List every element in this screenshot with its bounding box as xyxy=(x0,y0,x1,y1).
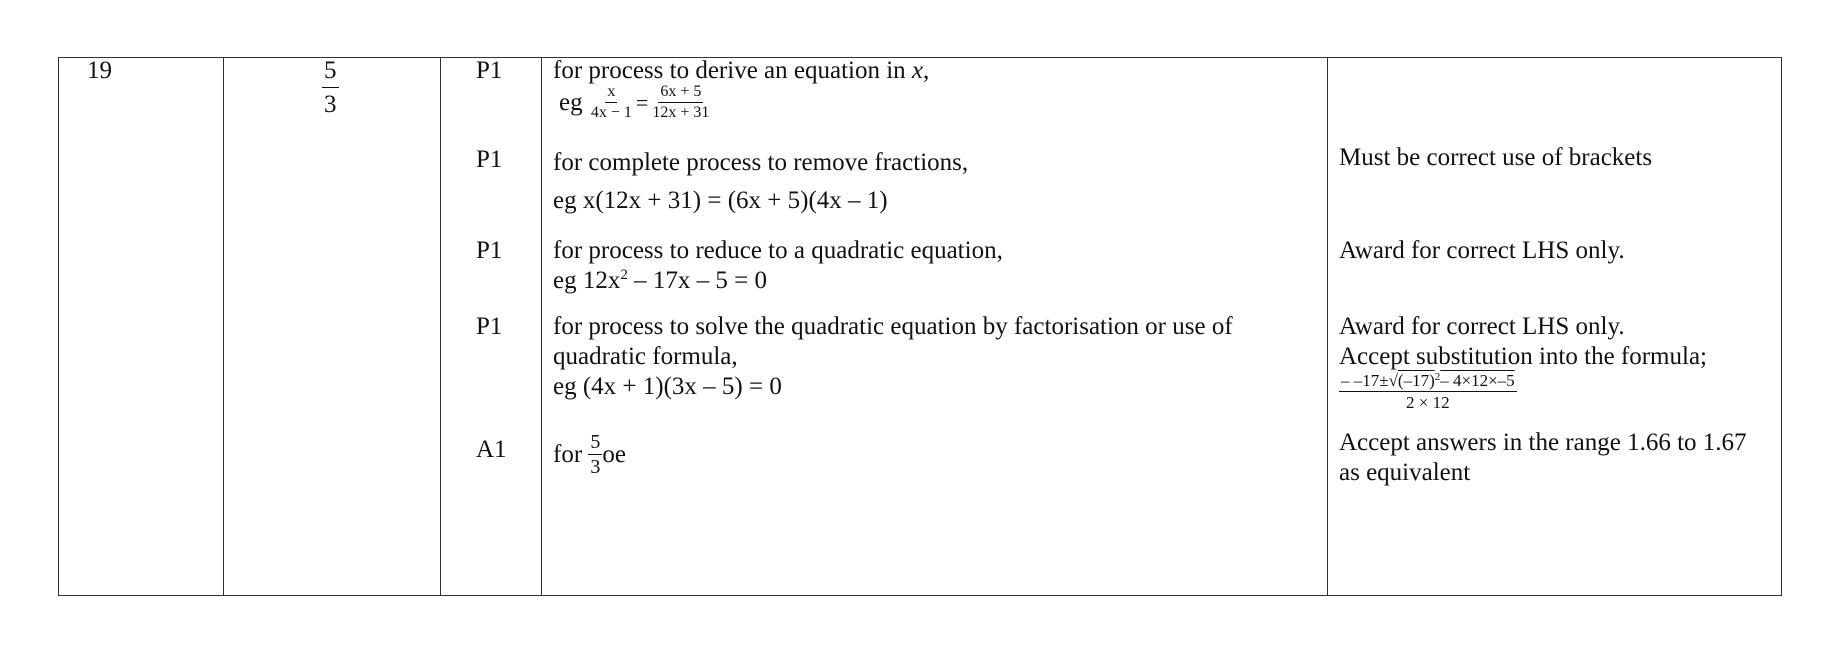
quadratic-formula-fraction xyxy=(1339,372,1517,411)
description-text: for process to reduce to a quadratic equation, xyxy=(553,237,1003,264)
mark-code: P1 xyxy=(476,57,503,84)
question-number: 19 xyxy=(87,57,112,84)
description-text: for xyxy=(553,440,583,468)
fraction-numerator: 5 xyxy=(590,431,601,453)
column-divider xyxy=(541,58,542,595)
notes-text: as equivalent xyxy=(1339,459,1471,486)
equation-right-fraction xyxy=(650,84,711,121)
notes-text: Must be correct use of brackets xyxy=(1339,144,1653,171)
mark-scheme-table xyxy=(58,57,1782,596)
fraction-numerator: 6x + 5 xyxy=(658,84,703,103)
formula-radicand: (–17) xyxy=(1397,371,1435,390)
formula-part: – –17±√ xyxy=(1341,371,1398,390)
description-text: for process to solve the quadratic equation by factorisation or use of xyxy=(553,313,1233,340)
column-divider xyxy=(1327,58,1328,595)
example-equation xyxy=(553,266,1003,296)
formula-exponent: 2 xyxy=(1434,371,1441,383)
equals-sign: = xyxy=(635,89,649,115)
fraction-denominator: 4x − 1 xyxy=(590,104,632,121)
description-text: oe xyxy=(602,440,627,468)
mark-description xyxy=(553,432,626,477)
mark-code: P1 xyxy=(476,237,503,264)
mark-description xyxy=(553,312,1233,402)
fraction-denominator: 12x + 31 xyxy=(652,104,710,121)
description-punct: , xyxy=(923,57,930,84)
equation-part: – 17x – 5 = 0 xyxy=(627,267,767,294)
column-divider xyxy=(440,58,441,595)
equation-left-fraction xyxy=(589,84,634,121)
notes-text: Award for correct LHS only. xyxy=(1339,313,1625,340)
fraction-denominator: 3 xyxy=(590,456,601,478)
example-equation: eg (4x + 1)(3x – 5) = 0 xyxy=(553,373,782,400)
variable-x: x xyxy=(911,57,924,84)
equation-exponent: 2 xyxy=(620,267,628,283)
answer-fraction xyxy=(322,58,339,117)
notes-cell xyxy=(1339,312,1707,411)
example-equation: eg x(12x + 31) = (6x + 5)(4x – 1) xyxy=(553,187,888,214)
mark-description xyxy=(553,56,929,121)
answer-fraction xyxy=(588,432,602,477)
mark-code: P1 xyxy=(476,146,503,173)
fraction-numerator xyxy=(1339,372,1517,392)
notes-text: Award for correct LHS only. xyxy=(1339,237,1625,264)
mark-description xyxy=(553,148,968,216)
answer-numerator: 5 xyxy=(322,58,339,88)
column-divider xyxy=(223,58,224,595)
description-text: for process to derive an equation in xyxy=(553,57,912,84)
answer-denominator: 3 xyxy=(324,91,337,118)
fraction-denominator: 2 × 12 xyxy=(1406,393,1450,412)
equation-part: eg 12x xyxy=(553,267,621,294)
description-text: for complete process to remove fractions, xyxy=(553,149,969,176)
mark-description xyxy=(553,236,1003,296)
mark-code: P1 xyxy=(476,313,503,340)
notes-cell xyxy=(1339,428,1747,488)
description-text: quadratic formula, xyxy=(553,343,738,370)
notes-text: Accept substitution into the formula; xyxy=(1339,343,1707,370)
formula-part: – 4×12×–5 xyxy=(1440,371,1515,390)
answer-cell xyxy=(322,58,339,117)
eg-label: eg xyxy=(559,88,583,116)
example-equation xyxy=(559,84,711,121)
notes-text: Accept answers in the range 1.66 to 1.67 xyxy=(1339,429,1747,456)
mark-code: A1 xyxy=(476,436,507,463)
fraction-numerator: x xyxy=(605,84,617,103)
